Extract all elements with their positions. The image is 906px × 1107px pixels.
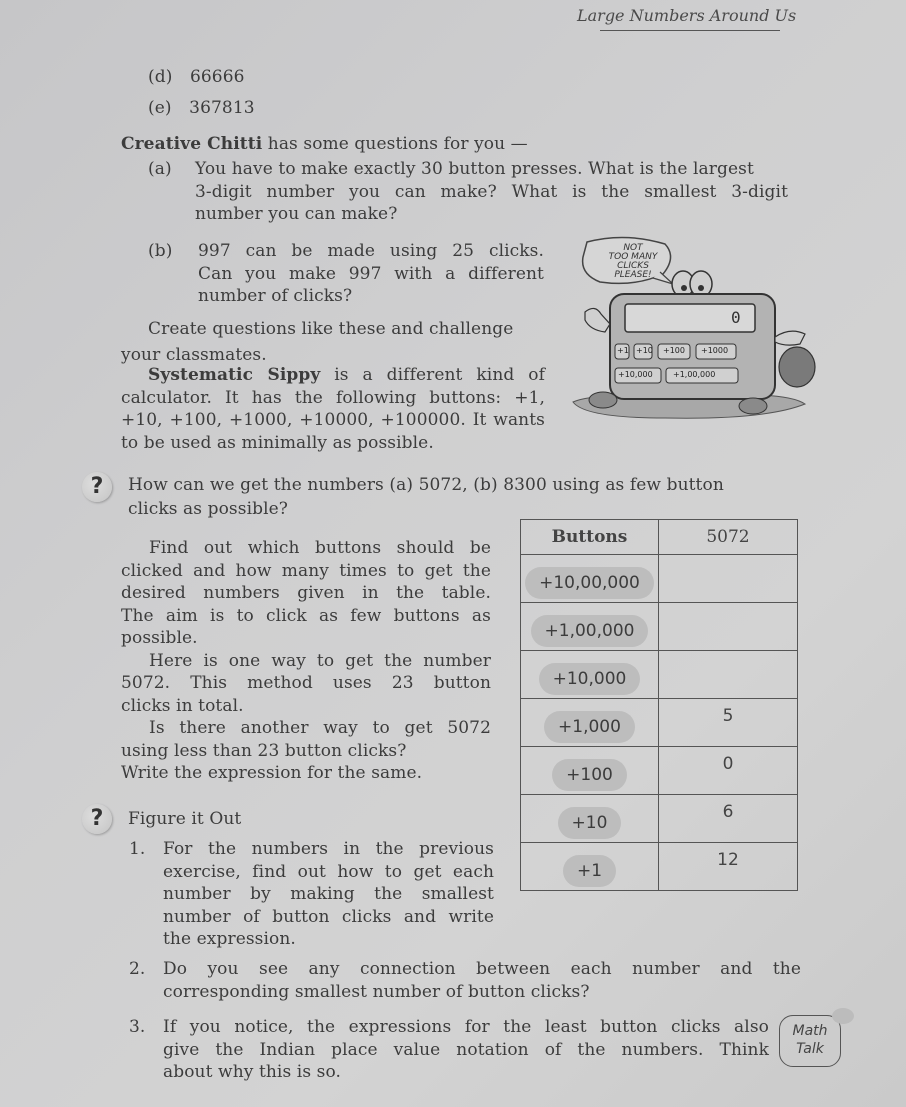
instruction-line: Find out which buttons should be xyxy=(149,538,491,558)
cell-value: 5 xyxy=(722,705,734,726)
paragraph-line: to be used as minimally as possible. xyxy=(121,432,434,453)
calc-button-plus-100000: +1,00,000 xyxy=(673,370,716,379)
paragraph-line: calculator. It has the following buttons: +1, xyxy=(121,387,545,408)
item-value: 66666 xyxy=(189,67,245,87)
item-label: (e) xyxy=(148,98,172,118)
cell-value: 0 xyxy=(722,753,734,774)
question-icon: ? xyxy=(82,472,112,502)
list-item-d xyxy=(148,66,245,89)
instruction-line: Is there another way to get 5072 xyxy=(149,718,491,738)
button-pill: +10 xyxy=(558,807,622,839)
button-pill: +1,00,000 xyxy=(531,615,649,647)
button-pill: +10,000 xyxy=(539,663,641,695)
challenge-line-2: your classmates. xyxy=(121,345,267,365)
cell-value: 6 xyxy=(722,801,734,822)
header-5072: 5072 xyxy=(659,520,798,555)
calc-button-plus-100: +100 xyxy=(663,346,685,355)
main-question-line-2: clicks as possible? xyxy=(128,499,289,519)
button-pill: +1,000 xyxy=(544,711,635,743)
calc-button-plus-10000: +10,000 xyxy=(618,370,653,379)
exercise-line: Do you see any connection between each number and the xyxy=(163,959,801,979)
header-buttons: Buttons xyxy=(521,520,659,555)
intro-text: has some questions for you — xyxy=(262,134,528,154)
math-talk-line: Math xyxy=(792,1023,828,1039)
figure-it-out-title: Figure it Out xyxy=(128,809,242,829)
speech-bubble-text xyxy=(593,244,673,280)
button-cell xyxy=(521,555,659,603)
exercise-number: 1. xyxy=(129,839,146,859)
calc-button-plus-1: +1 xyxy=(617,346,629,355)
table-header-row xyxy=(521,520,798,555)
question-b xyxy=(148,240,544,308)
table-row xyxy=(521,795,798,843)
exercise-line: If you notice, the expressions for the least button clicks also xyxy=(163,1017,769,1037)
instruction-line: desired numbers given in the table. xyxy=(121,583,491,603)
exercise-line: exercise, find out how to get each xyxy=(163,861,494,882)
question-line: 997 can be made using 25 clicks. xyxy=(198,241,544,261)
table-row xyxy=(521,555,798,603)
exercise-1 xyxy=(129,838,494,951)
question-line: Can you make 997 with a different xyxy=(198,263,544,284)
table-row xyxy=(521,603,798,651)
calculator-display: 0 xyxy=(731,308,741,327)
question-label: (b) xyxy=(148,241,173,261)
instruction-line: clicked and how many times to get the xyxy=(121,560,491,581)
table-row xyxy=(521,651,798,699)
instructions xyxy=(121,537,491,785)
value-cell[interactable] xyxy=(659,699,798,747)
question-a xyxy=(148,158,788,226)
exercise-3 xyxy=(129,1016,769,1084)
item-value: 367813 xyxy=(189,98,255,118)
paragraph-text: is a different kind of xyxy=(320,365,545,385)
button-cell xyxy=(521,843,659,891)
exercise-2 xyxy=(129,958,801,1003)
exercise-line: corresponding smallest number of button clicks? xyxy=(163,981,590,1002)
question-line: number of clicks? xyxy=(198,286,353,306)
instruction-line: possible. xyxy=(121,628,198,648)
cell-value: 12 xyxy=(717,849,739,870)
creative-chitti-intro xyxy=(121,133,528,156)
instruction-line: Write the expression for the same. xyxy=(121,763,423,783)
bubble-line: PLEASE! xyxy=(614,270,652,280)
bubble-line: CLICKS xyxy=(617,261,649,271)
bubble-line: NOT xyxy=(623,243,643,253)
instruction-line: 5072. This method uses 23 button xyxy=(121,673,491,693)
math-talk-line: Talk xyxy=(796,1041,824,1057)
instruction-line: Here is one way to get the number xyxy=(149,650,491,671)
math-talk-badge xyxy=(779,1015,841,1067)
calculator-illustration xyxy=(565,232,835,422)
button-cell xyxy=(521,699,659,747)
button-cell xyxy=(521,603,659,651)
value-cell[interactable] xyxy=(659,555,798,603)
calc-button-plus-10: +10 xyxy=(636,346,653,355)
button-pill: +10,00,000 xyxy=(525,567,654,599)
table-row xyxy=(521,747,798,795)
list-item-e xyxy=(148,97,255,120)
table-row xyxy=(521,843,798,891)
running-title: Large Numbers Around Us xyxy=(577,6,797,25)
exercise-line: about why this is so. xyxy=(163,1062,342,1082)
table-row xyxy=(521,699,798,747)
exercise-line: the expression. xyxy=(163,929,296,949)
button-cell xyxy=(521,747,659,795)
question-line: You have to make exactly 30 button presses. What is the largest xyxy=(195,159,754,179)
character-name: Systematic Sippy xyxy=(148,365,321,385)
exercise-line: give the Indian place value notation of the numbers. Think xyxy=(163,1039,769,1060)
speech-bubbles-icon xyxy=(832,1008,854,1024)
button-cell xyxy=(521,795,659,843)
button-pill: +100 xyxy=(552,759,627,791)
value-cell[interactable] xyxy=(659,603,798,651)
value-cell[interactable] xyxy=(659,747,798,795)
challenge-line-1: Create questions like these and challenge xyxy=(148,319,514,339)
button-cell xyxy=(521,651,659,699)
sippy-paragraph xyxy=(121,364,545,454)
exercise-line: For the numbers in the previous xyxy=(163,839,494,859)
exercise-line: number of button clicks and write xyxy=(163,906,494,927)
calc-button-plus-1000: +1000 xyxy=(701,346,729,355)
button-pill: +1 xyxy=(563,855,616,887)
character-name: Creative Chitti xyxy=(121,134,263,154)
paragraph-line: +10, +100, +1000, +10000, +100000. It wants xyxy=(121,410,545,430)
item-label: (d) xyxy=(148,67,173,87)
exercise-number: 3. xyxy=(129,1017,146,1037)
value-cell[interactable] xyxy=(659,843,798,891)
button-clicks-table xyxy=(520,519,798,891)
figure-it-out-icon: ? xyxy=(82,804,112,834)
instruction-line: using less than 23 button clicks? xyxy=(121,740,407,761)
main-question-line-1: How can we get the numbers (a) 5072, (b) 8300 using as few button xyxy=(128,475,724,495)
value-cell[interactable] xyxy=(659,795,798,843)
header-underline xyxy=(600,30,780,31)
instruction-line: The aim is to click as few buttons as xyxy=(121,605,491,626)
question-line: number you can make? xyxy=(195,204,398,224)
instruction-line: clicks in total. xyxy=(121,695,244,716)
exercise-number: 2. xyxy=(129,959,146,979)
bubble-line: TOO MANY xyxy=(608,252,658,262)
question-line: 3-digit number you can make? What is the smallest 3-digit xyxy=(195,181,788,202)
exercise-line: number by making the smallest xyxy=(163,884,494,904)
value-cell[interactable] xyxy=(659,651,798,699)
question-label: (a) xyxy=(148,159,172,179)
